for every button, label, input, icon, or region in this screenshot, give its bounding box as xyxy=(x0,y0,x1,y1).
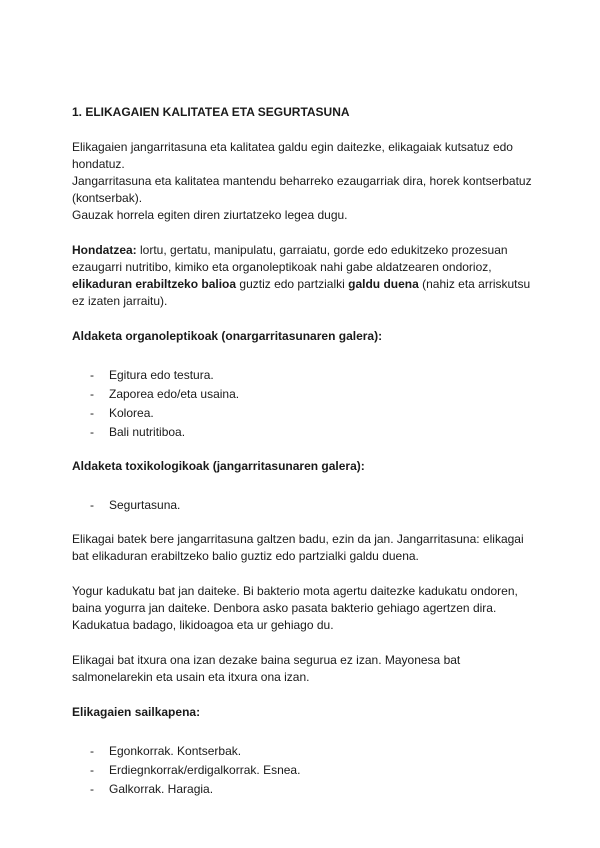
list-item xyxy=(72,424,532,441)
list-item-text: Erdiegnkorrak/erdigalkorrak. Esnea. xyxy=(109,763,301,777)
list-item xyxy=(72,367,532,384)
hondatzea-text-2: guztiz edo partzialki xyxy=(236,277,349,291)
intro-line-2: Jangarritasuna eta kalitatea mantendu beharreko ezaugarriak dira, horek kontserbatuz (kontserbak). xyxy=(72,174,532,205)
dash-bullet: - xyxy=(90,498,94,512)
intro-line-3: Gauzak horrela egiten diren ziurtatzeko legea dugu. xyxy=(72,208,348,222)
toxikologikoak-list xyxy=(72,497,532,514)
sailkapena-list xyxy=(72,743,532,798)
list-item-text: Zaporea edo/eta usaina. xyxy=(109,387,240,401)
dash-bullet: - xyxy=(90,782,94,796)
list-item-text: Egonkorrak. Kontserbak. xyxy=(109,744,242,758)
mayonesa-paragraph: Elikagai bat itxura ona izan dezake baina segurua ez izan. Mayonesa bat salmonelarekin eta usain eta itxura ona izan. xyxy=(72,653,461,684)
intro-line-1: Elikagaien jangarritasuna eta kalitatea galdu egin daitezke, elikagaiak kutsatuz edo hondatuz. xyxy=(72,140,513,171)
list-item xyxy=(72,497,532,514)
dash-bullet: - xyxy=(90,387,94,401)
organoleptikoak-list xyxy=(72,367,532,441)
hondatzea-label: Hondatzea: xyxy=(72,243,137,257)
hondatzea-paragraph xyxy=(72,242,532,310)
list-item xyxy=(72,386,532,403)
hondatzea-bold-2: galdu duena xyxy=(348,277,419,291)
list-item xyxy=(72,405,532,422)
list-item-text: Galkorrak. Haragia. xyxy=(109,782,214,796)
dash-bullet: - xyxy=(90,744,94,758)
hondatzea-bold-1: elikaduran erabiltzeko balioa xyxy=(72,277,237,291)
sailkapena-heading: Elikagaien sailkapena: xyxy=(72,705,201,719)
dash-bullet: - xyxy=(90,406,94,420)
intro-paragraph xyxy=(72,139,532,224)
list-item-text: Egitura edo testura. xyxy=(109,368,214,382)
organoleptikoak-heading: Aldaketa organoleptikoak (onargarritasunaren galera): xyxy=(72,329,383,343)
list-item-text: Segurtasuna. xyxy=(109,498,181,512)
hondatzea-text-3: (nahiz eta arriskutsu ez izaten jarraitu). xyxy=(72,277,531,308)
list-item xyxy=(72,743,532,760)
dash-bullet: - xyxy=(90,763,94,777)
yogur-paragraph: Yogur kadukatu bat jan daiteke. Bi bakterio mota agertu daitezke kadukatu ondoren, baina yogurra jan daiteke. Denbora asko pasata bakterio gehiago agertzen dira. Kadukatua badago, likidoagoa eta ur gehiago du. xyxy=(72,584,518,632)
hondatzea-text-1: lortu, gertatu, manipulatu, garraiatu, gorde edo edukitzeko prozesuan ezaugarri nutritibo, kimiko eta organoleptikoak nahi gabe aldatzearen ondorioz, xyxy=(72,243,508,274)
toxikologikoak-heading: Aldaketa toxikologikoak (jangarritasunaren galera): xyxy=(72,459,365,473)
dash-bullet: - xyxy=(90,425,94,439)
document-page xyxy=(72,104,532,815)
list-item xyxy=(72,762,532,779)
jangarritasuna-paragraph: Elikagai batek bere jangarritasuna galtzen badu, ezin da jan. Jangarritasuna: elikagai bat elikaduran erabiltzeko balio guztiz edo partzialki galdu duena. xyxy=(72,532,524,563)
list-item xyxy=(72,781,532,798)
page-title: 1. ELIKAGAIEN KALITATEA ETA SEGURTASUNA xyxy=(72,105,350,119)
list-item-text: Bali nutritiboa. xyxy=(109,425,186,439)
dash-bullet: - xyxy=(90,368,94,382)
list-item-text: Kolorea. xyxy=(109,406,154,420)
